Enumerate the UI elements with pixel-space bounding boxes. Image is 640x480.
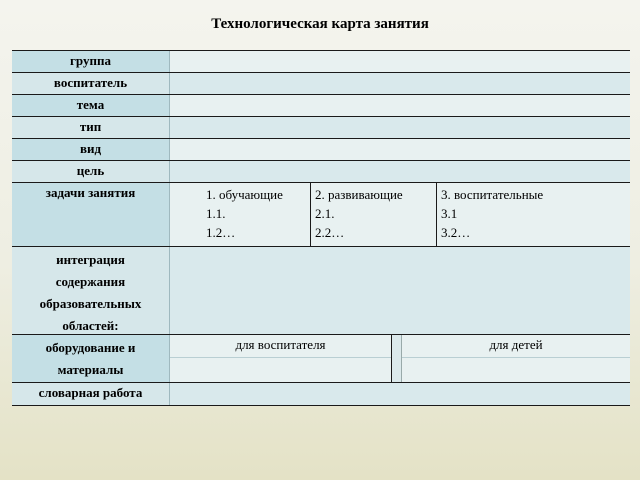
equipment-teacher-header: для воспитателя	[235, 337, 326, 352]
page-title: Технологическая карта занятия	[211, 16, 429, 32]
tasks-teaching-title: 1. обучающие	[206, 187, 283, 202]
row-tasks	[12, 182, 630, 246]
equipment-cells	[170, 335, 630, 382]
tasks-developing-item: 2.1.	[315, 206, 335, 221]
integration-label-line: интеграция	[56, 252, 125, 267]
tasks-developing-title: 2. развивающие	[315, 187, 403, 202]
tasks-teaching-item: 1.1.	[206, 206, 226, 221]
equipment-divider	[392, 335, 402, 382]
row-equipment	[12, 334, 630, 382]
cell-goal-value[interactable]	[170, 161, 630, 182]
tasks-developing-cell[interactable]	[310, 183, 436, 246]
row-label-tasks: задачи занятия	[12, 183, 170, 246]
row-vocabulary	[12, 382, 630, 406]
equipment-children-header: для детей	[489, 337, 543, 352]
row-label-group: группа	[12, 51, 170, 72]
equipment-teacher-value[interactable]	[170, 357, 391, 382]
row-group	[12, 50, 630, 72]
row-goal	[12, 160, 630, 182]
tasks-educational-cell[interactable]	[436, 183, 630, 246]
integration-label-line: образовательных	[39, 296, 142, 311]
row-label-equipment	[12, 335, 170, 382]
cell-group-value[interactable]	[170, 51, 630, 72]
cell-topic-value[interactable]	[170, 95, 630, 116]
row-label-type: тип	[12, 117, 170, 138]
equipment-label-line: материалы	[57, 362, 124, 377]
row-label-teacher: воспитатель	[12, 73, 170, 94]
integration-label-line: содержания	[55, 274, 126, 289]
row-kind	[12, 138, 630, 160]
row-label-goal: цель	[12, 161, 170, 182]
tasks-educational-title: 3. воспитательные	[441, 187, 544, 202]
cell-vocabulary-value[interactable]	[170, 383, 630, 405]
equipment-label-line: оборудование и	[45, 340, 136, 355]
cell-teacher-value[interactable]	[170, 73, 630, 94]
row-label-kind: вид	[12, 139, 170, 160]
row-label-integration	[12, 247, 170, 334]
equipment-teacher-cell[interactable]	[170, 335, 392, 382]
tasks-teaching-cell[interactable]	[170, 183, 310, 246]
row-topic	[12, 94, 630, 116]
cell-kind-value[interactable]	[170, 139, 630, 160]
cell-type-value[interactable]	[170, 117, 630, 138]
row-type	[12, 116, 630, 138]
equipment-children-value[interactable]	[402, 357, 630, 382]
tasks-educational-item: 3.2…	[441, 225, 471, 240]
tasks-educational-item: 3.1	[441, 206, 458, 221]
row-label-topic: тема	[12, 95, 170, 116]
cell-integration-value[interactable]	[170, 247, 630, 334]
equipment-children-cell[interactable]	[402, 335, 630, 382]
lesson-plan-table	[12, 50, 630, 406]
tasks-teaching-item: 1.2…	[206, 225, 236, 240]
row-label-vocabulary: словарная работа	[12, 383, 170, 405]
tasks-cells	[170, 183, 630, 246]
row-teacher	[12, 72, 630, 94]
row-integration	[12, 246, 630, 334]
tasks-developing-item: 2.2…	[315, 225, 345, 240]
integration-label-line: областей:	[62, 318, 119, 333]
